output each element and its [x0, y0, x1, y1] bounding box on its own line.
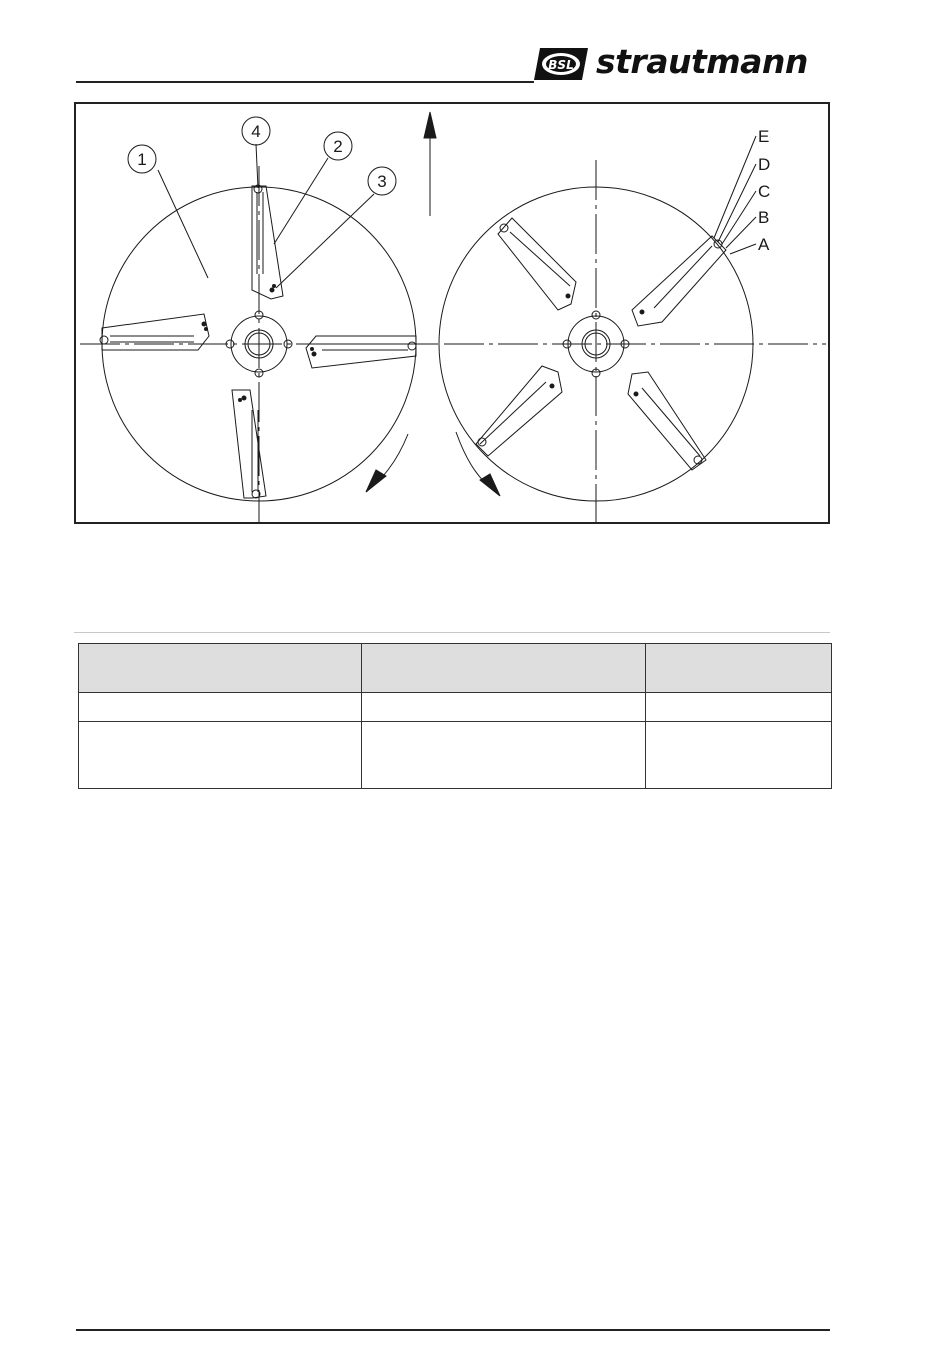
table-row	[79, 693, 832, 722]
table-cell	[79, 693, 362, 722]
section-divider	[74, 632, 830, 633]
callout-1-label: 1	[137, 150, 147, 169]
direction-arrow-up	[424, 112, 436, 216]
position-label-a: A	[758, 235, 770, 254]
callout-3-label: 3	[377, 172, 387, 191]
footer-rule	[76, 1329, 830, 1331]
vane-left-left-disc	[100, 314, 209, 350]
table-cell	[646, 722, 832, 789]
vane-upper-right-right-disc	[632, 236, 726, 326]
table-header-cell	[362, 644, 646, 693]
table-header-cell	[79, 644, 362, 693]
vane-lower-left-right-disc	[476, 366, 562, 456]
callout-leaders	[128, 117, 396, 288]
settings-table	[78, 643, 832, 789]
brand-logo	[534, 44, 830, 84]
logo-badge-icon	[534, 44, 594, 84]
vane-lower-right-right-disc	[628, 372, 706, 470]
vane-right-left-disc	[306, 336, 416, 368]
position-label-e: E	[758, 127, 770, 146]
vane-top-left-disc	[252, 185, 283, 299]
position-label-d: D	[758, 155, 771, 174]
left-spreader-disc	[80, 166, 438, 522]
table-cell	[646, 693, 832, 722]
logo-badge-text: BSL	[548, 58, 574, 72]
table-cell	[362, 722, 646, 789]
callout-2-label: 2	[333, 137, 343, 156]
table-cell	[362, 693, 646, 722]
logo-brand-text: strautmann	[596, 42, 808, 81]
table-cell	[79, 722, 362, 789]
position-leaders	[714, 136, 756, 254]
position-label-c: C	[758, 182, 771, 201]
header-rule	[76, 81, 534, 83]
position-label-b: B	[758, 208, 770, 227]
spreader-disc-figure	[74, 102, 830, 524]
table-row	[79, 722, 832, 789]
vane-upper-left-right-disc	[498, 218, 576, 310]
table-header-row	[79, 644, 832, 693]
callout-4-label: 4	[251, 122, 261, 141]
table-header-cell	[646, 644, 832, 693]
vane-bottom-left-disc	[232, 390, 266, 498]
